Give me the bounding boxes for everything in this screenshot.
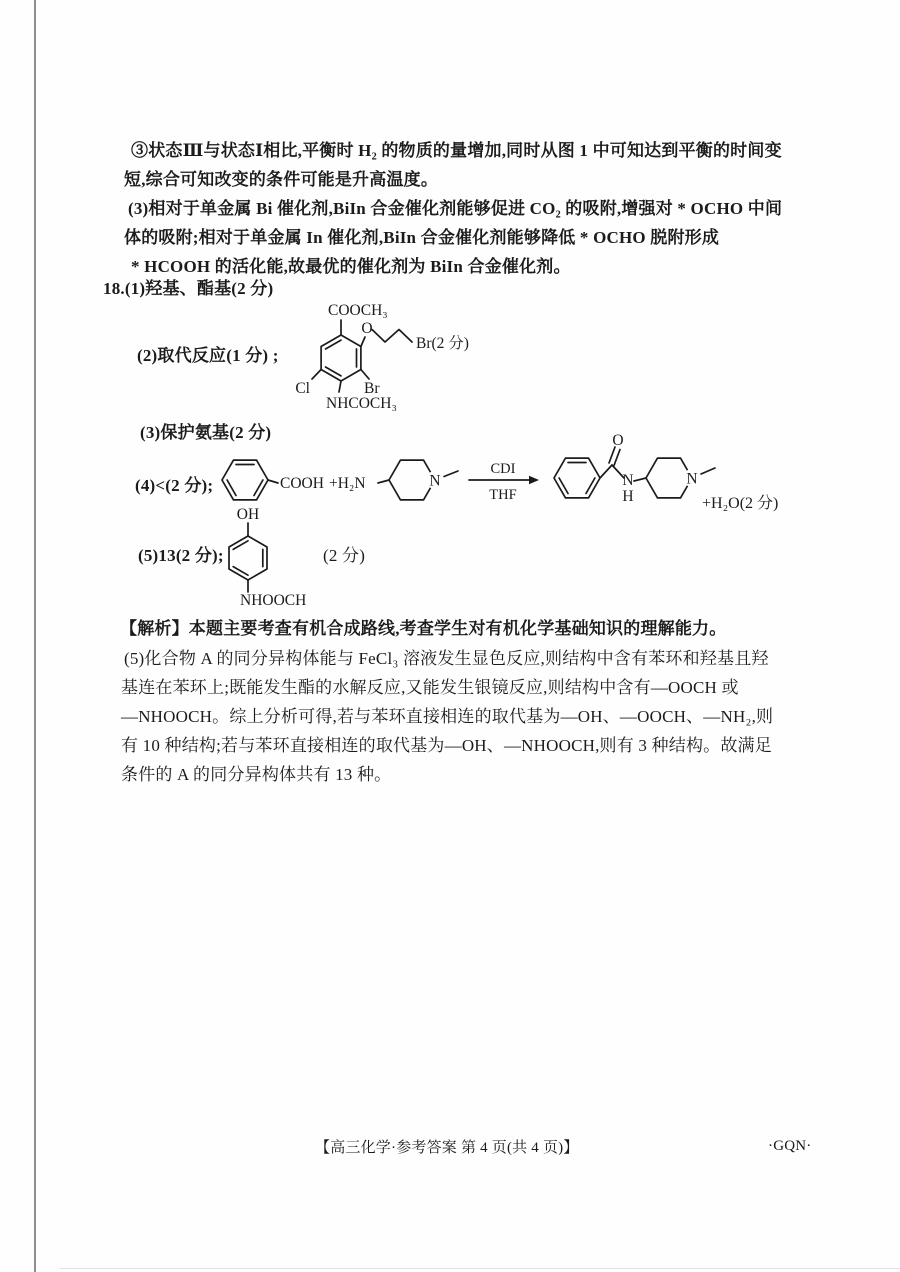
- amide-hydrogen-label: H: [622, 488, 634, 505]
- page-left-rule: [34, 0, 36, 1272]
- amine-label: +H₂N: [329, 475, 366, 492]
- cooh-label: COOH: [280, 475, 324, 492]
- ring-nitrogen-1-label: N: [429, 472, 441, 490]
- analysis-line: (5)化合物 A 的同分异构体能与 FeCl₃ 溶液发生显色反应,则结构中含有苯环和羟基且羟: [124, 649, 769, 668]
- footer-page-info: 【高三化学·参考答案 第 4 页(共 4 页)】: [315, 1140, 579, 1156]
- carbonyl-oxygen-label: O: [612, 432, 624, 449]
- q17-line: 短,综合可知改变的条件可能是升高温度。: [124, 170, 439, 189]
- analysis-heading: 【解析】本题主要考查有机合成路线,考查学生对有机化学基础知识的理解能力。: [120, 619, 727, 638]
- benzene-ring: [229, 523, 267, 592]
- benzene-ring: [321, 335, 361, 381]
- benzoic-acid-ring: [222, 460, 278, 500]
- q18-item3-label: (3)保护氨基(2 分): [140, 423, 272, 442]
- water-product-label: +H₂O(2 分): [702, 495, 779, 512]
- q18-item2-label: (2)取代反应(1 分) ;: [137, 346, 279, 365]
- amide-nitrogen-label: N: [622, 472, 634, 489]
- ether-oxygen-label: O: [361, 320, 373, 337]
- chlorine-label: Cl: [295, 380, 310, 397]
- analysis-line: 基连在苯环上;既能发生酯的水解反应,又能发生银镜反应,则结构中含有—OOCH 或: [121, 678, 739, 697]
- ring-bromine-label: Br: [364, 380, 380, 397]
- analysis-line: 条件的 A 的同分异构体共有 13 种。: [121, 765, 392, 784]
- q17-line: ③状态Ⅲ与状态Ⅰ相比,平衡时 H₂ 的物质的量增加,同时从图 1 中可知达到平衡的时间变: [131, 141, 782, 160]
- q18-heading: 18.(1)羟基、酯基(2 分): [103, 279, 274, 298]
- q17-line: * HCOOH 的活化能,故最优的催化剂为 BiIn 合金催化剂。: [131, 257, 571, 276]
- q18-item5-score: (2 分): [323, 546, 366, 565]
- ring-nitrogen-2-label: N: [686, 470, 698, 488]
- reaction-arrow: [469, 476, 539, 484]
- piperidine-ring-1: [378, 460, 458, 500]
- chain-bromine-label: Br(2 分): [416, 335, 469, 352]
- q17-line: 体的吸附;相对于单金属 In 催化剂,BiIn 合金催化剂能够降低 * OCHO 脱附形成: [124, 228, 720, 247]
- q18-item4-label: (4)<(2 分);: [135, 476, 214, 495]
- scan-bottom-edge: [60, 1268, 900, 1269]
- formamido-label: NHOOCH: [240, 592, 307, 609]
- q17-line: (3)相对于单金属 Bi 催化剂,BiIn 合金催化剂能够促进 CO₂ 的吸附,增强对 * OCHO 中间: [128, 199, 783, 218]
- footer-code: ·GQN·: [768, 1138, 812, 1154]
- acetamido-label: NHCOCH₃: [326, 395, 397, 412]
- q18-item5-label: (5)13(2 分);: [138, 546, 224, 565]
- solvent-below-arrow: THF: [489, 487, 517, 503]
- reagent-above-arrow: CDI: [490, 461, 516, 477]
- ester-group-label: COOCH₃: [328, 302, 388, 319]
- piperidine-ring-2: [634, 458, 715, 498]
- hydroxyl-label: OH: [236, 506, 260, 523]
- analysis-line: —NHOOCH。综上分析可得,若与苯环直接相连的取代基为—OH、—OOCH、—NH₂,则: [121, 707, 774, 726]
- q18-structure-benzene-diagram: [286, 298, 501, 416]
- analysis-line: 有 10 种结构;若与苯环直接相连的取代基为—OH、—NHOOCH,则有 3 种结构。故满足: [121, 736, 772, 755]
- benzamide-ring: [554, 447, 624, 498]
